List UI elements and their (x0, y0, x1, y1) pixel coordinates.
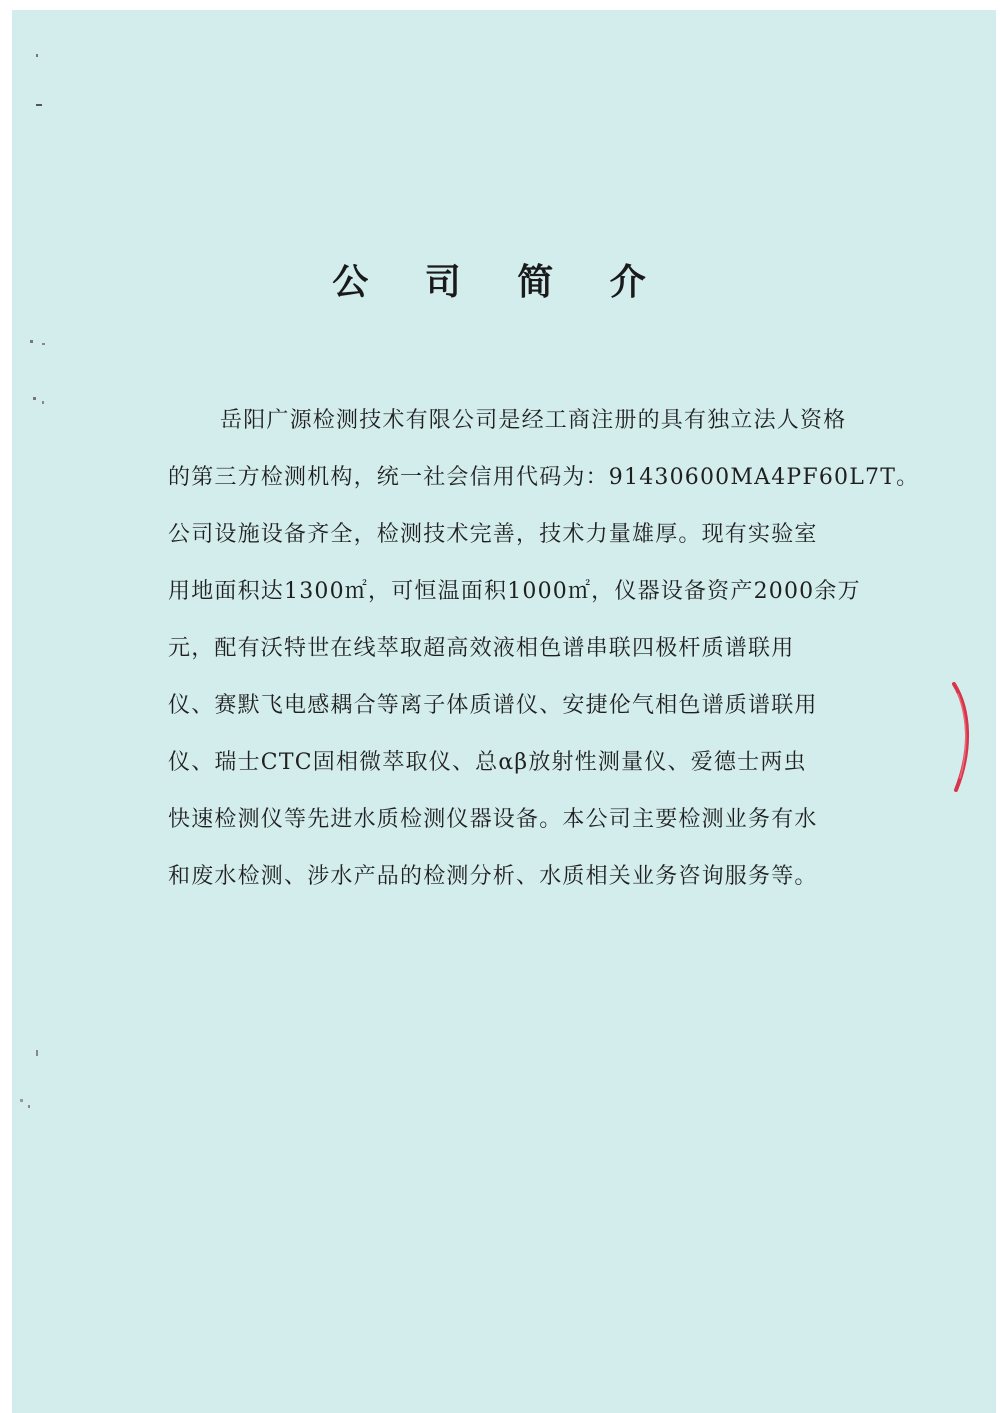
paragraph-line: 用地面积达1300㎡，可恒温面积1000㎡，仪器设备资产2000余万 (168, 579, 861, 604)
paragraph-line: 的第三方检测机构，统一社会信用代码为：91430600MA4PF60L7T。 (168, 465, 920, 490)
page-title: 公 司 简 介 (332, 262, 668, 303)
paragraph-line: 元，配有沃特世在线萃取超高效液相色谱串联四极杆质谱联用 (168, 636, 795, 661)
paragraph-line: 公司设施设备齐全，检测技术完善，技术力量雄厚。现有实验室 (168, 522, 818, 547)
paragraph-line: 岳阳广源检测技术有限公司是经工商注册的具有独立法人资格 (220, 408, 847, 433)
paragraph-line: 和废水检测、涉水产品的检测分析、水质相关业务咨询服务等。 (168, 864, 818, 889)
seal-edge-mark (948, 680, 976, 795)
paragraph-line: 仪、赛默飞电感耦合等离子体质谱仪、安捷伦气相色谱质谱联用 (168, 693, 818, 718)
paragraph-line: 快速检测仪等先进水质检测仪器设备。本公司主要检测业务有水 (168, 807, 818, 832)
intro-paragraph (168, 392, 920, 905)
scan-specks (0, 0, 60, 1413)
paragraph-line: 仪、瑞士CTC固相微萃取仪、总αβ放射性测量仪、爱德士两虫 (168, 750, 807, 775)
